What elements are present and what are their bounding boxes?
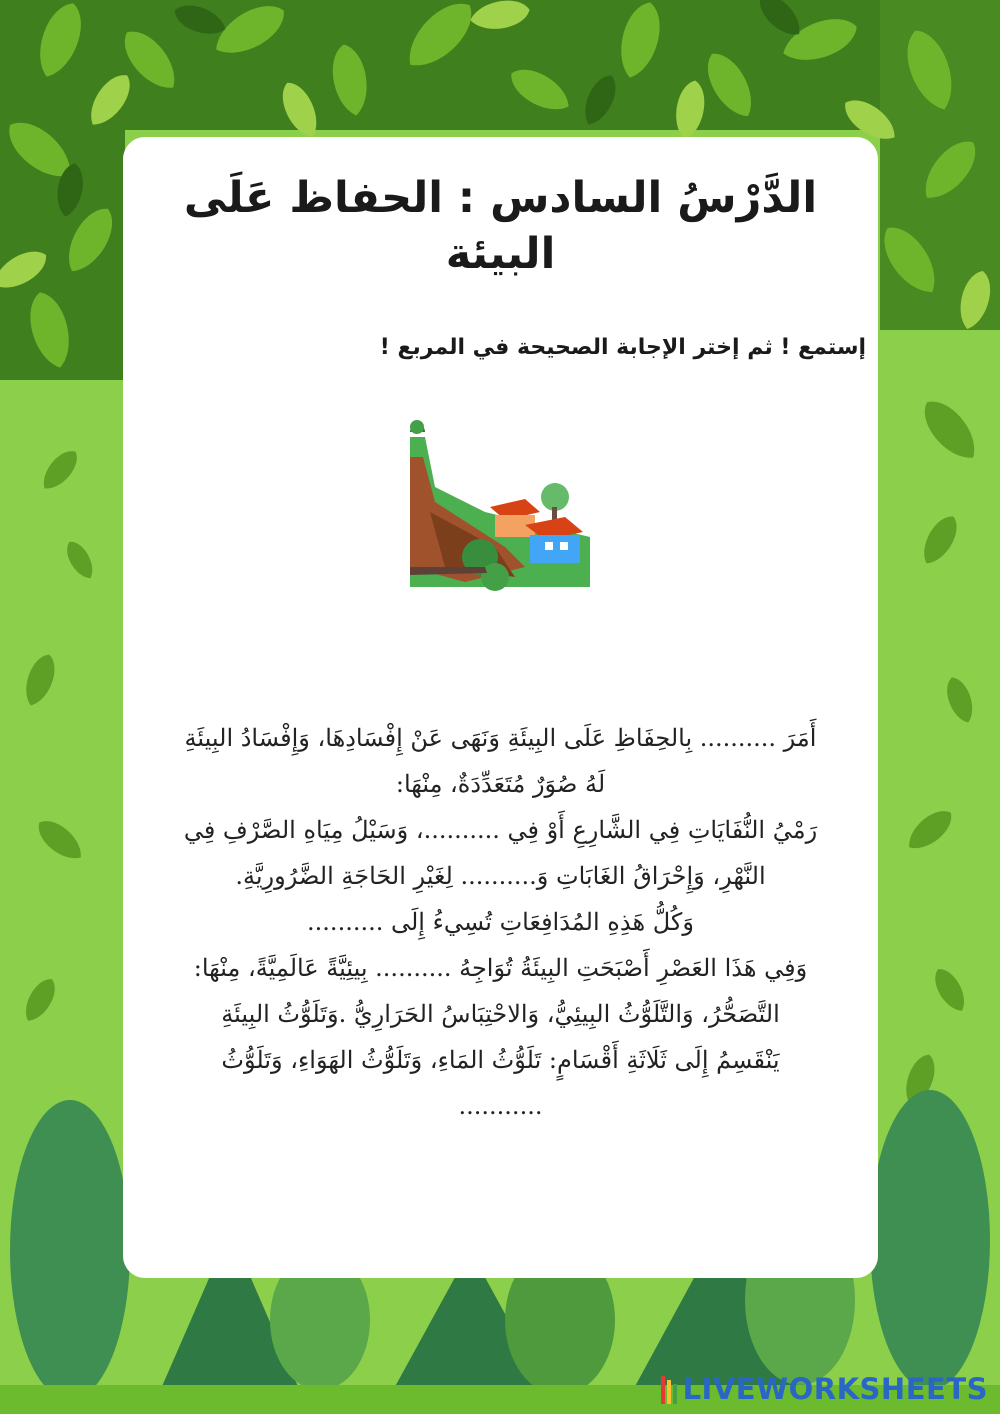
passage-line: رَمْيُ النُّفَايَاتِ فِي الشَّارِعِ أَوْ فِي ..........، وَسَيْلُ مِيَاهِ الصَّرْفِ فِي (183, 816, 818, 844)
passage-line: وَكُلُّ هَذِهِ المُدَافِعَاتِ تُسِيءُ إِلَى .......... (307, 908, 694, 936)
page-title: الدَّرْسُ السادس : الحفاظ عَلَى البيئة (183, 173, 818, 279)
passage-line: يَنْقَسِمُ إِلَى ثَلَاثَةِ أَقْسَامٍ: تَلَوُّثُ المَاءِ، وَتَلَوُّثُ الهَوَاءِ، وَتَلَوُّثُ (221, 1046, 780, 1074)
worksheet-card (123, 137, 878, 1278)
liveworksheets-logo (683, 1372, 988, 1406)
passage-line: ........... (458, 1092, 543, 1120)
logo-text: LIVEWORKSHEETS (682, 1372, 988, 1406)
passage (163, 715, 838, 1129)
passage-line: النَّهْرِ، وَإِحْرَاقُ الغَابَاتِ وَ.......... لِغَيْرِ الحَاجَةِ الضَّرُورِيَّةِ. (235, 862, 766, 890)
passage-line: التَّصَحُّرُ، وَالتَّلَوُّثُ البِيئِيُّ، وَالاحْتِبَاسُ الحَرَارِيُّ .وَتَلَوُّثُ البِيئَةِ (221, 1000, 780, 1028)
passage-line: أَمَرَ .......... بِالحِفَاظِ عَلَى البِيئَةِ وَنَهَى عَنْ إِفْسَادِهَا، وَإِفْسَادُ البِيئَةِ (184, 724, 817, 752)
instruction-text: إستمع ! ثم إختر الإجابة الصحيحة في المربع ! (379, 335, 866, 360)
liveworksheets-mark-icon (661, 1376, 677, 1404)
landslide-houses-illustration (405, 417, 595, 597)
passage-line: وَفِي هَذَا العَصْرِ أَصْبَحَتِ البِيئَةُ تُوَاجِهُ .......... بِيئِيَّةً عَالَمِيَّةً، مِنْهَا: (193, 954, 808, 982)
passage-line: لَهُ صُوَرٌ مُتَعَدِّدَةٌ، مِنْهَا: (395, 770, 606, 798)
